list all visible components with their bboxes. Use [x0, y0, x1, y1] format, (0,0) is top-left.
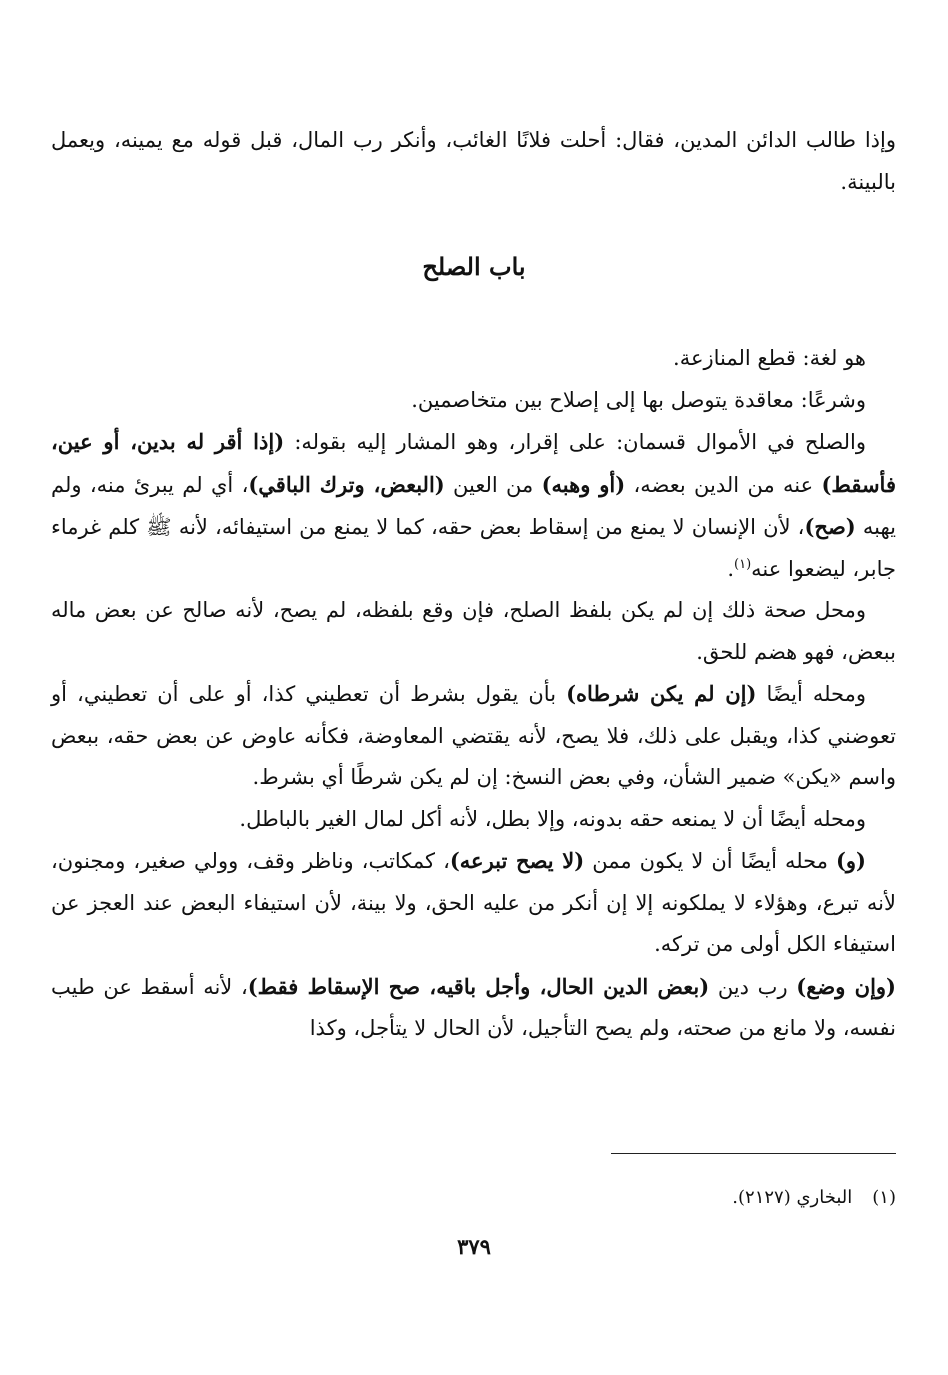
matn-run: (لا يصح تبرعه) [449, 848, 585, 873]
footnote-text: البخاري (٢١٢٧). [732, 1187, 853, 1208]
footnote-marker: (١) [734, 556, 752, 572]
matn-run: (إن لم يكن شرطاه) [566, 681, 757, 706]
matn-run: (إذا أقر له بدين، أو عين، فأسقط) [51, 429, 896, 497]
chapter-title: باب الصلح [422, 252, 526, 281]
paragraph-types [51, 421, 896, 590]
footnote-number: (١) [872, 1187, 896, 1208]
matn-run: (وإن وضع) [796, 973, 896, 999]
paragraph-condition-stipulation [51, 673, 896, 799]
intro-text: وإذا طالب الدائن المدين، فقال: أحلت فلانًا الغائب، وأنكر رب المال، قبل قوله مع يمينه، ويعمل بالبينة. [51, 128, 896, 194]
footnote [51, 1183, 896, 1213]
matn-run: (صح) [804, 514, 856, 539]
text-run: ، أي لم يبرئ منه، ولم يهبه [51, 472, 896, 539]
footnote-divider [611, 1153, 896, 1154]
main-text [51, 338, 896, 1050]
text-run: . [727, 556, 735, 581]
paragraph-condition-donation [51, 840, 896, 966]
text-run: ، لأن الإنسان لا يمنع من إسقاط بعض حقه، كما لا يمنع من استيفائه، لأنه ﷺ كلم غرماء جابر، ليضعوا عنه [51, 515, 896, 581]
matn-run: (بعض الدين الحال، وأجل باقيه، صح الإسقاط فقط) [247, 973, 710, 999]
matn-run: (البعض، وترك الباقي) [248, 471, 445, 497]
page-number: ٣٧٩ [457, 1234, 491, 1259]
text-run: بأن يقول بشرط أن تعطيني كذا، أو على أن تعطيني، أو تعوضني كذا، ويقبل على ذلك، فلا يصح، لأنه يقتضي المعاوضة، فكأنه عاوض عن بعض حقه، ببعض واسم «يكن» ضمير الشأن، وفي بعض النسخ: إن لم يكن شرطًا أي بشرط. [51, 682, 896, 789]
text-run: والصلح في الأموال قسمان: على إقرار، وهو المشار إليه بقوله: [284, 430, 867, 454]
matn-run: (أو وهبه) [541, 471, 626, 497]
matn-run: (و) [835, 848, 866, 873]
paragraph-deferral [51, 966, 896, 1050]
text-run: ، لأنه أسقط عن طيب نفسه، ولا مانع من صحته، ولم يصح التأجيل، لأن الحال لا يتأجل، وكذا [51, 974, 896, 1040]
text-run: ومحله أيضًا [756, 682, 867, 706]
text-run: عنه من الدين بعضه، [625, 472, 822, 497]
text-run: من العين [444, 472, 542, 497]
paragraph-condition-withholding: ومحله أيضًا أن لا يمنعه حقه بدونه، وإلا بطل، لأنه أكل لمال الغير بالباطل. [239, 806, 866, 831]
text-run: رب دين [709, 974, 797, 999]
intro-paragraph [51, 120, 896, 203]
paragraph-condition-wording: ومحل صحة ذلك إن لم يكن بلفظ الصلح، فإن وقع بلفظه، لم يصح، لأنه صالح عن بعض ماله ببعض، فهو هضم للحق. [51, 598, 896, 664]
text-run: ، كمكاتب، وناظر وقف، وولي صغير، ومجنون، لأنه تبرع، وهؤلاء لا يملكونه إلا إن أنكر من عليه الحق، ولا بينة، لأن استيفاء البعض عند العجز عن استيفاء الكل أولى من تركه. [51, 849, 896, 956]
text-run: محله أيضًا أن لا يكون ممن [584, 849, 836, 873]
paragraph-definition-linguistic: هو لغة: قطع المنازعة. [673, 346, 866, 370]
paragraph-definition-legal: وشرعًا: معاقدة يتوصل بها إلى إصلاح بين متخاصمين. [411, 387, 866, 412]
